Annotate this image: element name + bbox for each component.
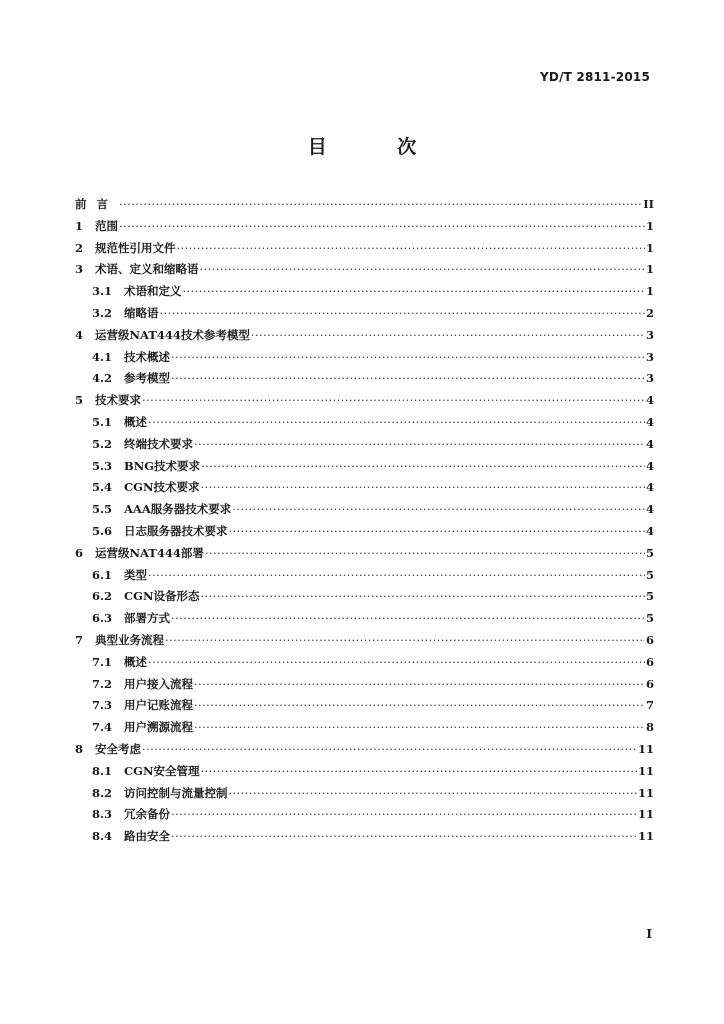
toc-entry-title: 运营级NAT444部署 [95, 545, 204, 560]
dot-leader [232, 499, 645, 521]
toc-entry-page: 4 [645, 414, 654, 429]
toc-entry-number: 8.4 [92, 829, 113, 844]
toc-entry-title: 术语、定义和缩略语 [95, 262, 199, 277]
dot-leader [201, 477, 645, 499]
dot-leader [171, 826, 637, 848]
toc-entry-title: AAA服务器技术要求 [124, 502, 232, 517]
toc-entry-number: 6.3 [92, 611, 113, 626]
toc-entry-page: 11 [637, 807, 654, 822]
toc-entry-title: 冗余备份 [124, 807, 170, 822]
toc-entry[interactable] [75, 368, 654, 390]
dot-leader [201, 586, 645, 608]
toc-entry-page: 11 [637, 785, 654, 800]
toc-entry[interactable] [75, 412, 654, 434]
toc-entry[interactable] [75, 630, 654, 652]
toc-entry-number: 3.2 [92, 305, 113, 320]
toc-entry-page: 1 [645, 218, 654, 233]
toc-entry-page: 5 [645, 589, 654, 604]
toc-entry-title: 术语和定义 [124, 284, 182, 299]
dot-leader [183, 281, 645, 303]
toc-entry-title: 概述 [124, 414, 147, 429]
toc-entry-page: 11 [637, 829, 654, 844]
toc-entry-page: 4 [645, 393, 654, 408]
toc-entry[interactable] [75, 325, 654, 347]
toc-entry[interactable] [75, 434, 654, 456]
toc-entry-title: BNG技术要求 [124, 458, 201, 473]
toc-entry-page: 6 [645, 654, 654, 669]
toc-entry-number: 6.2 [92, 589, 113, 604]
toc-entry[interactable] [75, 238, 654, 260]
dot-leader [251, 325, 645, 347]
toc-entry-number: 8.3 [92, 807, 113, 822]
dot-leader [142, 390, 645, 412]
toc-entry[interactable] [75, 456, 654, 478]
dot-leader [119, 216, 645, 238]
toc-entry[interactable] [75, 347, 654, 369]
toc-entry[interactable] [75, 194, 654, 216]
toc-entry-number: 8.1 [92, 763, 113, 778]
toc-entry-number: 5.5 [92, 502, 113, 517]
dot-leader [148, 412, 645, 434]
dot-leader [171, 804, 637, 826]
toc-entry-number: 4.2 [92, 371, 113, 386]
toc-entry-number: 2 [75, 240, 84, 255]
toc-entry-page: 1 [645, 262, 654, 277]
dot-leader [200, 259, 645, 281]
dot-leader [171, 347, 645, 369]
dot-leader [194, 695, 645, 717]
toc-entry-number: 3 [75, 262, 84, 277]
toc-entry-title: 用户接入流程 [124, 676, 193, 691]
toc-entry-title: 用户记账流程 [124, 698, 193, 713]
dot-leader [171, 608, 645, 630]
toc-entry-title: 技术要求 [95, 393, 141, 408]
toc-entry-page: 4 [645, 480, 654, 495]
toc-entry-number: 7 [75, 632, 84, 647]
toc-entry-title: 典型业务流程 [95, 632, 164, 647]
toc-entry-page: 1 [645, 284, 654, 299]
toc-entry[interactable] [75, 543, 654, 565]
toc-entry[interactable] [75, 717, 654, 739]
toc-entry-page: 4 [645, 436, 654, 451]
dot-leader [194, 434, 645, 456]
dot-leader [160, 303, 645, 325]
toc-entry-page: II [643, 197, 654, 211]
toc-entry-number: 5.1 [92, 414, 113, 429]
toc-entry-number: 3.1 [92, 284, 113, 299]
toc-entry-title: 终端技术要求 [124, 436, 193, 451]
toc-entry-number: 1 [75, 218, 84, 233]
standard-code: YD/T 2811-2015 [540, 70, 650, 84]
toc-entry-page: 6 [645, 632, 654, 647]
dot-leader [229, 783, 637, 805]
toc-entry[interactable] [75, 652, 654, 674]
toc-entry-title: CGN安全管理 [124, 763, 200, 778]
toc-entry-page: 11 [637, 741, 654, 756]
toc-entry[interactable] [75, 565, 654, 587]
dot-leader [201, 761, 637, 783]
toc-entry-page: 7 [645, 698, 654, 713]
toc-entry-title: 路由安全 [124, 829, 170, 844]
toc-entry-page: 3 [645, 349, 654, 364]
toc-entry-title: 日志服务器技术要求 [124, 523, 228, 538]
toc-entry[interactable] [75, 695, 654, 717]
toc-entry-title: CGN技术要求 [124, 480, 200, 495]
toc-entry-page: 5 [645, 545, 654, 560]
page-title: 目 次 [307, 136, 449, 158]
toc-entry[interactable] [75, 608, 654, 630]
toc-entry-title: 技术概述 [124, 349, 170, 364]
toc-entry-title: 前言 [75, 197, 118, 211]
toc-entry-title: 访问控制与流量控制 [124, 785, 228, 800]
toc-entry-number: 5.6 [92, 523, 113, 538]
toc-entry-number: 4 [75, 327, 84, 342]
toc-entry[interactable] [75, 216, 654, 238]
toc-entry[interactable] [75, 499, 654, 521]
toc-entry[interactable] [75, 521, 654, 543]
toc-entry-number: 7.1 [92, 654, 113, 669]
dot-leader [194, 717, 645, 739]
dot-leader [205, 543, 645, 565]
toc-entry-page: 2 [645, 305, 654, 320]
toc-entry-page: 6 [645, 676, 654, 691]
toc-entry-page: 4 [645, 502, 654, 517]
toc-entry-page: 8 [645, 720, 654, 735]
toc-entry-title: CGN设备形态 [124, 589, 200, 604]
dot-leader [142, 739, 637, 761]
toc-entry-page: 3 [645, 371, 654, 386]
toc-entry[interactable] [75, 804, 654, 826]
toc-entry-page: 1 [645, 240, 654, 255]
toc-entry-title: 运营级NAT444技术参考模型 [95, 327, 250, 342]
toc-entry-number: 7.4 [92, 720, 113, 735]
toc-entry[interactable] [75, 826, 654, 848]
toc-entry[interactable] [75, 586, 654, 608]
table-of-contents [75, 194, 654, 848]
toc-entry-title: 规范性引用文件 [95, 240, 176, 255]
toc-entry[interactable] [75, 281, 654, 303]
toc-entry-page: 5 [645, 611, 654, 626]
page-number: I [646, 927, 652, 941]
dot-leader [165, 630, 645, 652]
toc-entry-number: 7.3 [92, 698, 113, 713]
toc-entry[interactable] [75, 674, 654, 696]
dot-leader [148, 565, 645, 587]
toc-entry[interactable] [75, 761, 654, 783]
dot-leader [201, 456, 645, 478]
dot-leader [119, 194, 642, 216]
toc-entry-page: 3 [645, 327, 654, 342]
toc-entry-title: 参考模型 [124, 371, 170, 386]
dot-leader [148, 652, 645, 674]
toc-entry-number: 5.3 [92, 458, 113, 473]
toc-entry-number: 6.1 [92, 567, 113, 582]
toc-entry-number: 5.4 [92, 480, 113, 495]
toc-entry-number: 8 [75, 741, 84, 756]
toc-entry-number: 4.1 [92, 349, 113, 364]
toc-entry[interactable] [75, 739, 654, 761]
toc-entry-number: 5 [75, 393, 84, 408]
dot-leader [194, 674, 645, 696]
toc-entry[interactable] [75, 783, 654, 805]
dot-leader [177, 238, 645, 260]
toc-entry-title: 概述 [124, 654, 147, 669]
toc-entry-title: 部署方式 [124, 611, 170, 626]
toc-entry-page: 4 [645, 523, 654, 538]
toc-entry-page: 4 [645, 458, 654, 473]
toc-entry-number: 8.2 [92, 785, 113, 800]
toc-entry-title: 缩略语 [124, 305, 159, 320]
toc-entry-title: 安全考虑 [95, 741, 141, 756]
toc-entry[interactable] [75, 477, 654, 499]
dot-leader [171, 368, 645, 390]
toc-entry-page: 5 [645, 567, 654, 582]
toc-entry-number: 5.2 [92, 436, 113, 451]
toc-entry-number: 6 [75, 545, 84, 560]
toc-entry-title: 范围 [95, 218, 118, 233]
toc-entry[interactable] [75, 390, 654, 412]
toc-entry-number: 7.2 [92, 676, 113, 691]
toc-entry[interactable] [75, 259, 654, 281]
dot-leader [229, 521, 645, 543]
toc-entry[interactable] [75, 303, 654, 325]
toc-entry-page: 11 [637, 763, 654, 778]
toc-entry-title: 类型 [124, 567, 147, 582]
toc-entry-title: 用户溯源流程 [124, 720, 193, 735]
